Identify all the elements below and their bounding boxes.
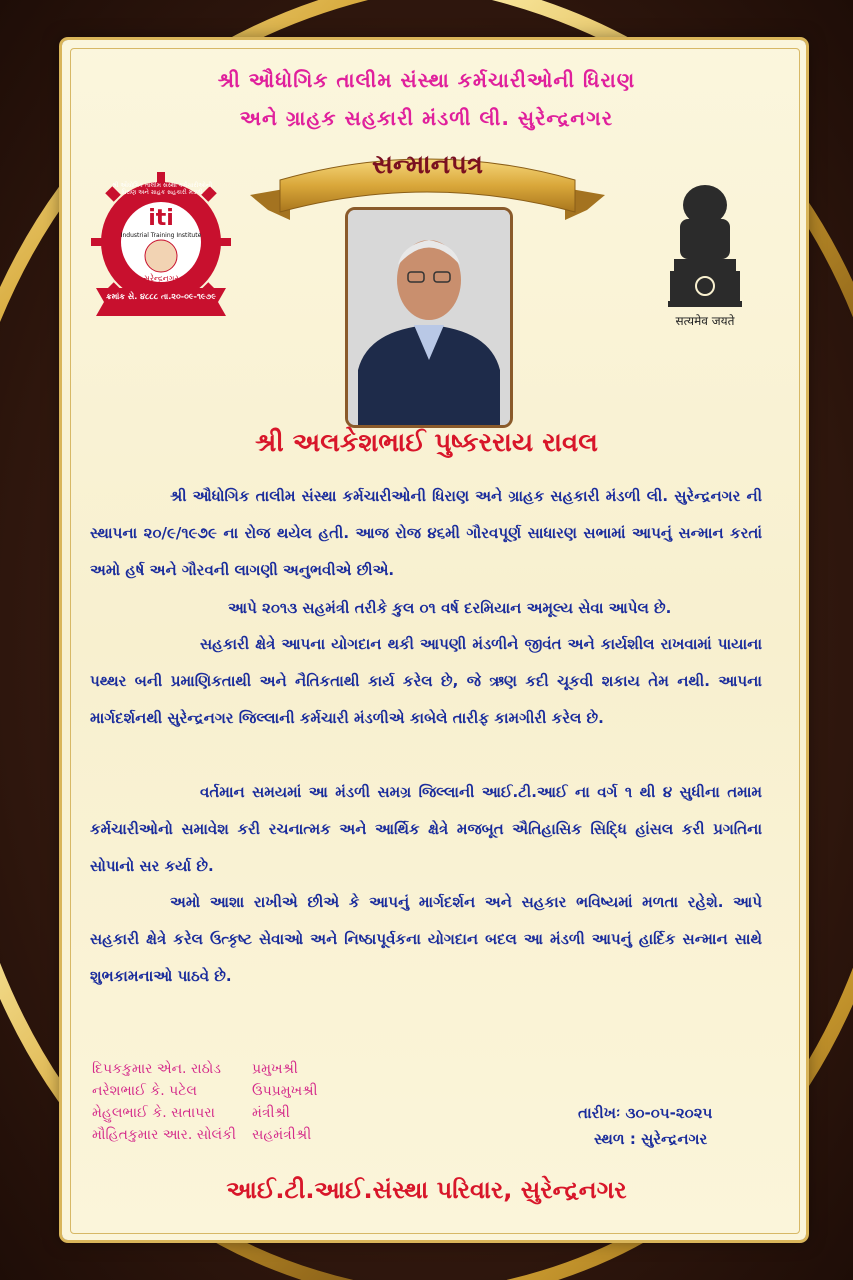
honoree-photo bbox=[345, 207, 513, 428]
place-line: સ્થળ : સુરેન્દ્રનગર bbox=[594, 1130, 708, 1148]
logo-city: સુરેન્દ્રનગર bbox=[143, 274, 179, 283]
signatory-name: મૌહિતકુમાર આર. સોલંકી bbox=[92, 1127, 237, 1143]
logo-ring-text: શ્રી ઔધોગિક તાલીમ સંસ્થા કર્મચારીઓની ધિરાણ અને ગ્રાહક સહકારી મંડળી bbox=[111, 182, 213, 196]
signatory-name: નરેશભાઈ કે. પટેલ bbox=[92, 1083, 197, 1099]
paragraph-1: શ્રી ઔધોગિક તાલીમ સંસ્થા કર્મચારીઓની ધિરાણ અને ગ્રાહક સહકારી મંડળી લી. સુરેન્દ્રનગર ની સ્થાપના ૨૦/૯/૧૯૭૯ ના રોજ થયેલ હતી. આજ રોજ ૪૬મી ગૌરવપૂર્ણ સાધારણ સભામાં આપનું સન્માન કરતાં અમો હર્ષ અને ગૌરવની લાગણી અનુભવીએ છીએ. bbox=[90, 487, 762, 579]
signatory-name: દિપકકુમાર એન. રાઠોડ bbox=[92, 1061, 221, 1077]
date-line: તારીખઃ ૩૦-૦૫-૨૦૨૫ bbox=[578, 1104, 713, 1122]
signatory-row bbox=[92, 1124, 318, 1146]
ribbon-title: સન્માનપત્ર bbox=[371, 150, 484, 180]
logo-brand: iti bbox=[148, 206, 174, 231]
org-title-line1: શ્રી ઔધોગિક તાલીમ સંસ્થા કર્મચારીઓની ધિરાણ bbox=[217, 68, 636, 92]
signatory-name: મેહુલભાઈ કે. સતાપરા bbox=[92, 1105, 215, 1121]
ashoka-emblem bbox=[660, 175, 750, 335]
logo-subtitle: Industrial Training Institute bbox=[120, 232, 202, 239]
paragraph-4: વર્તમાન સમયમાં આ મંડળી સમગ્ર જિલ્લાની આઈ.ટી.આઈ ના વર્ગ ૧ થી ૪ સુધીના તમામ કર્મચારીઓનો સમાવેશ કરી રચનાત્મક અને આર્થિક ક્ષેત્રે મજબૂત ઐતિહાસિક સિદ્ધિ હાંસલ કરી પ્રગતિના સોપાનો સર કર્યા છે. bbox=[90, 783, 762, 875]
footer-signature: આઈ.ટી.આઈ.સંસ્થા પરિવાર, સુરેન્દ્રનગર bbox=[226, 1176, 627, 1204]
honoree-name: શ્રી અલકેશભાઈ પુષ્કરરાય રાવલ bbox=[255, 428, 598, 458]
signatory-role: મંત્રીશ્રી bbox=[252, 1105, 290, 1121]
emblem-caption: सत्यमेव जयते bbox=[675, 314, 735, 328]
signatory-role: સહમંત્રીશ્રી bbox=[252, 1127, 312, 1143]
signatory-row bbox=[92, 1102, 318, 1124]
signatory-role: ઉપપ્રમુખશ્રી bbox=[252, 1083, 318, 1099]
paragraph-2: આપે ૨૦૧૩ સહમંત્રી તરીકે કુલ ૦૧ વર્ષ દરમિયાન અમૂલ્ય સેવા આપેલ છે. bbox=[228, 599, 672, 617]
signatory-row bbox=[92, 1058, 318, 1080]
paragraph-5: અમો આશા રાખીએ છીએ કે આપનું માર્ગદર્શન અને સહકાર ભવિષ્યમાં મળતા રહેશે. આપે સહકારી ક્ષેત્રે કરેલ ઉત્કૃષ્ટ સેવાઓ અને નિષ્ઠાપૂર્વકના યોગદાન બદલ આ મંડળી આપનું હાર્દિક સન્માન સાથે શુભકામનાઓ પાઠવે છે. bbox=[90, 893, 762, 985]
signatory-role: પ્રમુખશ્રી bbox=[252, 1061, 298, 1077]
org-title-line2: અને ગ્રાહક સહકારી મંડળી લી. સુરેન્દ્રનગર bbox=[239, 106, 614, 130]
signatories-list bbox=[92, 1058, 318, 1146]
date-place-block bbox=[578, 1100, 712, 1152]
logo-registration: ક્રમાંક સે. ૪૮૮૮ તા.૨૦-૦૯-૧૯૭૯ bbox=[106, 292, 216, 301]
paragraph-3: સહકારી ક્ષેત્રે આપના યોગદાન થકી આપણી મંડળીને જીવંત અને કાર્યશીલ રાખવામાં પાયાના પથ્થર બની પ્રમાણિકતાથી અને નૈતિકતાથી કાર્ય કરેલ છે, જે ઋણ કદી ચૂકવી શકાય તેમ નથી. આપના માર્ગદર્શનથી સુરેન્દ્રનગર જિલ્લાની કર્મચારી મંડળીએ કાબેલે તારીફ કામગીરી કરેલ છે. bbox=[90, 635, 762, 727]
signatory-row bbox=[92, 1080, 318, 1102]
